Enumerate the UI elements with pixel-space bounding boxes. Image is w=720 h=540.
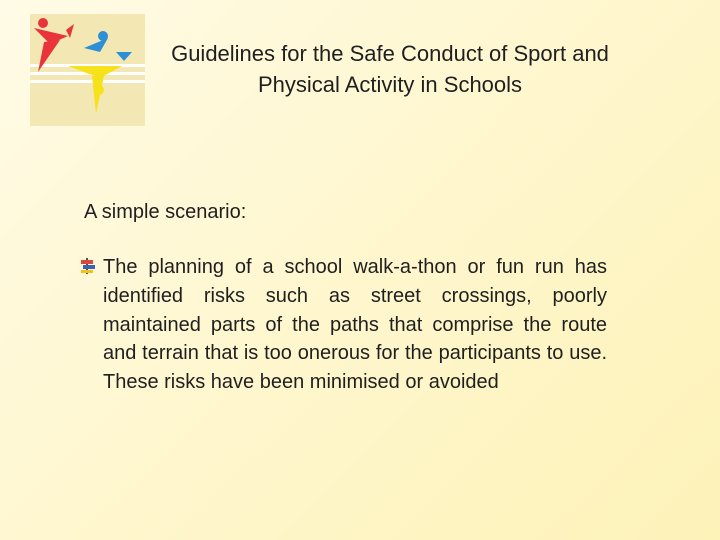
sport-figures-logo xyxy=(30,14,145,126)
logo-red-head xyxy=(38,18,48,28)
logo-stripe xyxy=(30,80,145,83)
logo-yellow-body xyxy=(92,76,104,114)
slide-subtitle: A simple scenario: xyxy=(84,201,247,223)
logo-blue-body xyxy=(84,38,108,52)
bullet-text: The planning of a school walk-a-thon or fun run has identified risks such as street crossings, poorly maintained parts of the paths that comprise the route and terrain that is too onerous for the participants to use. These risks have been minimised or avoided xyxy=(103,256,607,394)
logo-red-leg xyxy=(38,40,60,72)
sport-figures-icon xyxy=(30,14,145,126)
stacked-bars-bullet-icon xyxy=(80,257,96,275)
logo-yellow-head xyxy=(94,85,104,95)
slide-title: Guidelines for the Safe Conduct of Sport and Physical Activity in Schools xyxy=(171,41,609,97)
logo-blue-leg xyxy=(116,52,132,61)
